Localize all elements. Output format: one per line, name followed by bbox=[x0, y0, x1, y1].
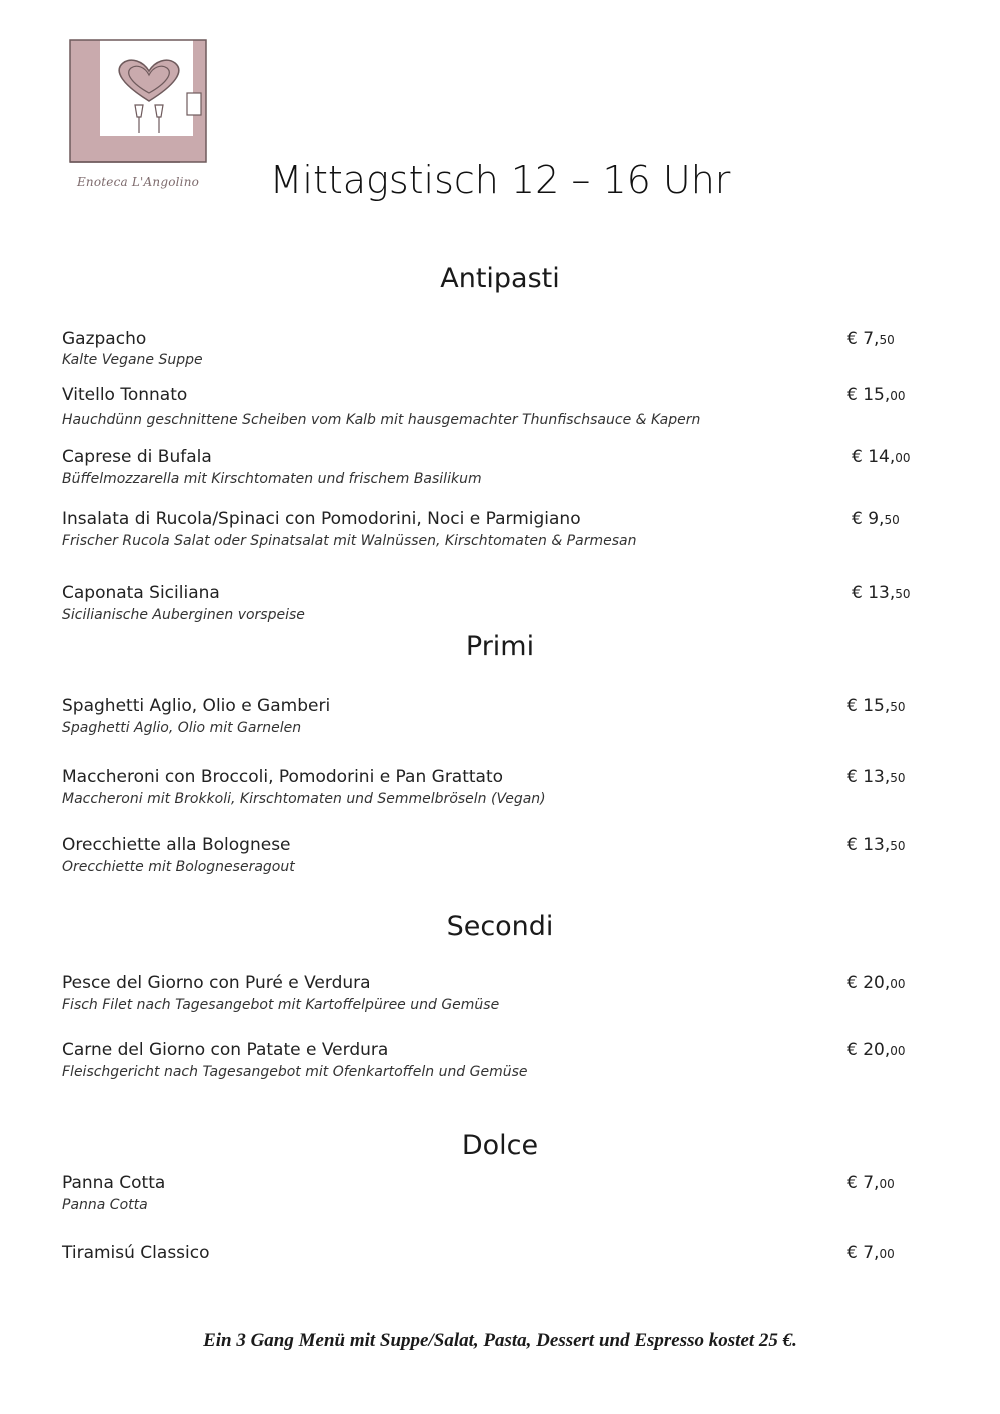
section-title-secondi: Secondi bbox=[446, 911, 554, 942]
item-name: Vitello Tonnato bbox=[62, 385, 188, 405]
item-name: Insalata di Rucola/Spinaci con Pomodorini, Noci e Parmigiano bbox=[62, 509, 581, 529]
menu-item bbox=[62, 329, 922, 379]
item-price: € 7,00 bbox=[847, 1173, 895, 1193]
item-name: Carne del Giorno con Patate e Verdura bbox=[62, 1040, 389, 1060]
menu-item bbox=[62, 509, 922, 559]
page-title: Mittagstisch 12 – 16 Uhr bbox=[269, 158, 731, 202]
logo-text: Enoteca L'Angolino bbox=[76, 175, 200, 189]
item-name: Caprese di Bufala bbox=[62, 447, 212, 467]
menu-item bbox=[62, 1173, 922, 1223]
menu-item bbox=[62, 385, 922, 435]
item-price: € 15,50 bbox=[847, 696, 906, 716]
item-name: Tiramisú Classico bbox=[62, 1243, 210, 1263]
section-title-antipasti: Antipasti bbox=[440, 263, 560, 294]
item-name: Spaghetti Aglio, Olio e Gamberi bbox=[62, 696, 331, 716]
item-name: Maccheroni con Broccoli, Pomodorini e Pan Grattato bbox=[62, 767, 504, 787]
item-description: Panna Cotta bbox=[62, 1197, 148, 1213]
section-title-primi: Primi bbox=[465, 631, 535, 662]
item-description: Kalte Vegane Suppe bbox=[62, 352, 203, 368]
item-description: Sicilianische Auberginen vorspeise bbox=[62, 607, 305, 623]
item-price: € 15,00 bbox=[847, 385, 906, 405]
section-title-dolce: Dolce bbox=[461, 1130, 539, 1161]
item-price: € 13,50 bbox=[847, 835, 906, 855]
item-price: € 13,50 bbox=[847, 767, 906, 787]
item-name: Orecchiette alla Bolognese bbox=[62, 835, 291, 855]
item-description: Fisch Filet nach Tagesangebot mit Kartoffelpüree und Gemüse bbox=[62, 997, 500, 1013]
item-price: € 13,50 bbox=[852, 583, 911, 603]
item-name: Gazpacho bbox=[62, 329, 147, 349]
menu-item bbox=[62, 447, 922, 497]
heart-glasses-logo-icon bbox=[63, 33, 213, 173]
item-description: Fleischgericht nach Tagesangebot mit Ofenkartoffeln und Gemüse bbox=[62, 1064, 528, 1080]
item-price: € 9,50 bbox=[852, 509, 900, 529]
menu-item bbox=[62, 1243, 922, 1293]
item-price: € 7,00 bbox=[847, 1243, 895, 1263]
item-price: € 14,00 bbox=[852, 447, 911, 467]
menu-item bbox=[62, 1040, 922, 1090]
item-price: € 20,00 bbox=[847, 973, 906, 993]
item-name: Caponata Siciliana bbox=[62, 583, 220, 603]
menu-item bbox=[62, 767, 922, 817]
item-price: € 7,50 bbox=[847, 329, 895, 349]
item-description: Maccheroni mit Brokkoli, Kirschtomaten und Semmelbröseln (Vegan) bbox=[62, 791, 546, 807]
item-description: Büffelmozzarella mit Kirschtomaten und frischem Basilikum bbox=[62, 471, 482, 487]
menu-item bbox=[62, 583, 922, 633]
item-name: Pesce del Giorno con Puré e Verdura bbox=[62, 973, 371, 993]
item-description: Hauchdünn geschnittene Scheiben vom Kalb mit hausgemachter Thunfischsauce & Kapern bbox=[62, 412, 701, 428]
item-description: Frischer Rucola Salat oder Spinatsalat mit Walnüssen, Kirschtomaten & Parmesan bbox=[62, 533, 637, 549]
item-name: Panna Cotta bbox=[62, 1173, 166, 1193]
item-price: € 20,00 bbox=[847, 1040, 906, 1060]
item-description: Orecchiette mit Bologneseragout bbox=[62, 859, 295, 875]
menu-item bbox=[62, 973, 922, 1023]
menu-item bbox=[62, 835, 922, 885]
item-description: Spaghetti Aglio, Olio mit Garnelen bbox=[62, 720, 302, 736]
menu-footer-note: Ein 3 Gang Menü mit Suppe/Salat, Pasta, Dessert und Espresso kostet 25 €. bbox=[203, 1330, 797, 1351]
menu-item bbox=[62, 696, 922, 746]
